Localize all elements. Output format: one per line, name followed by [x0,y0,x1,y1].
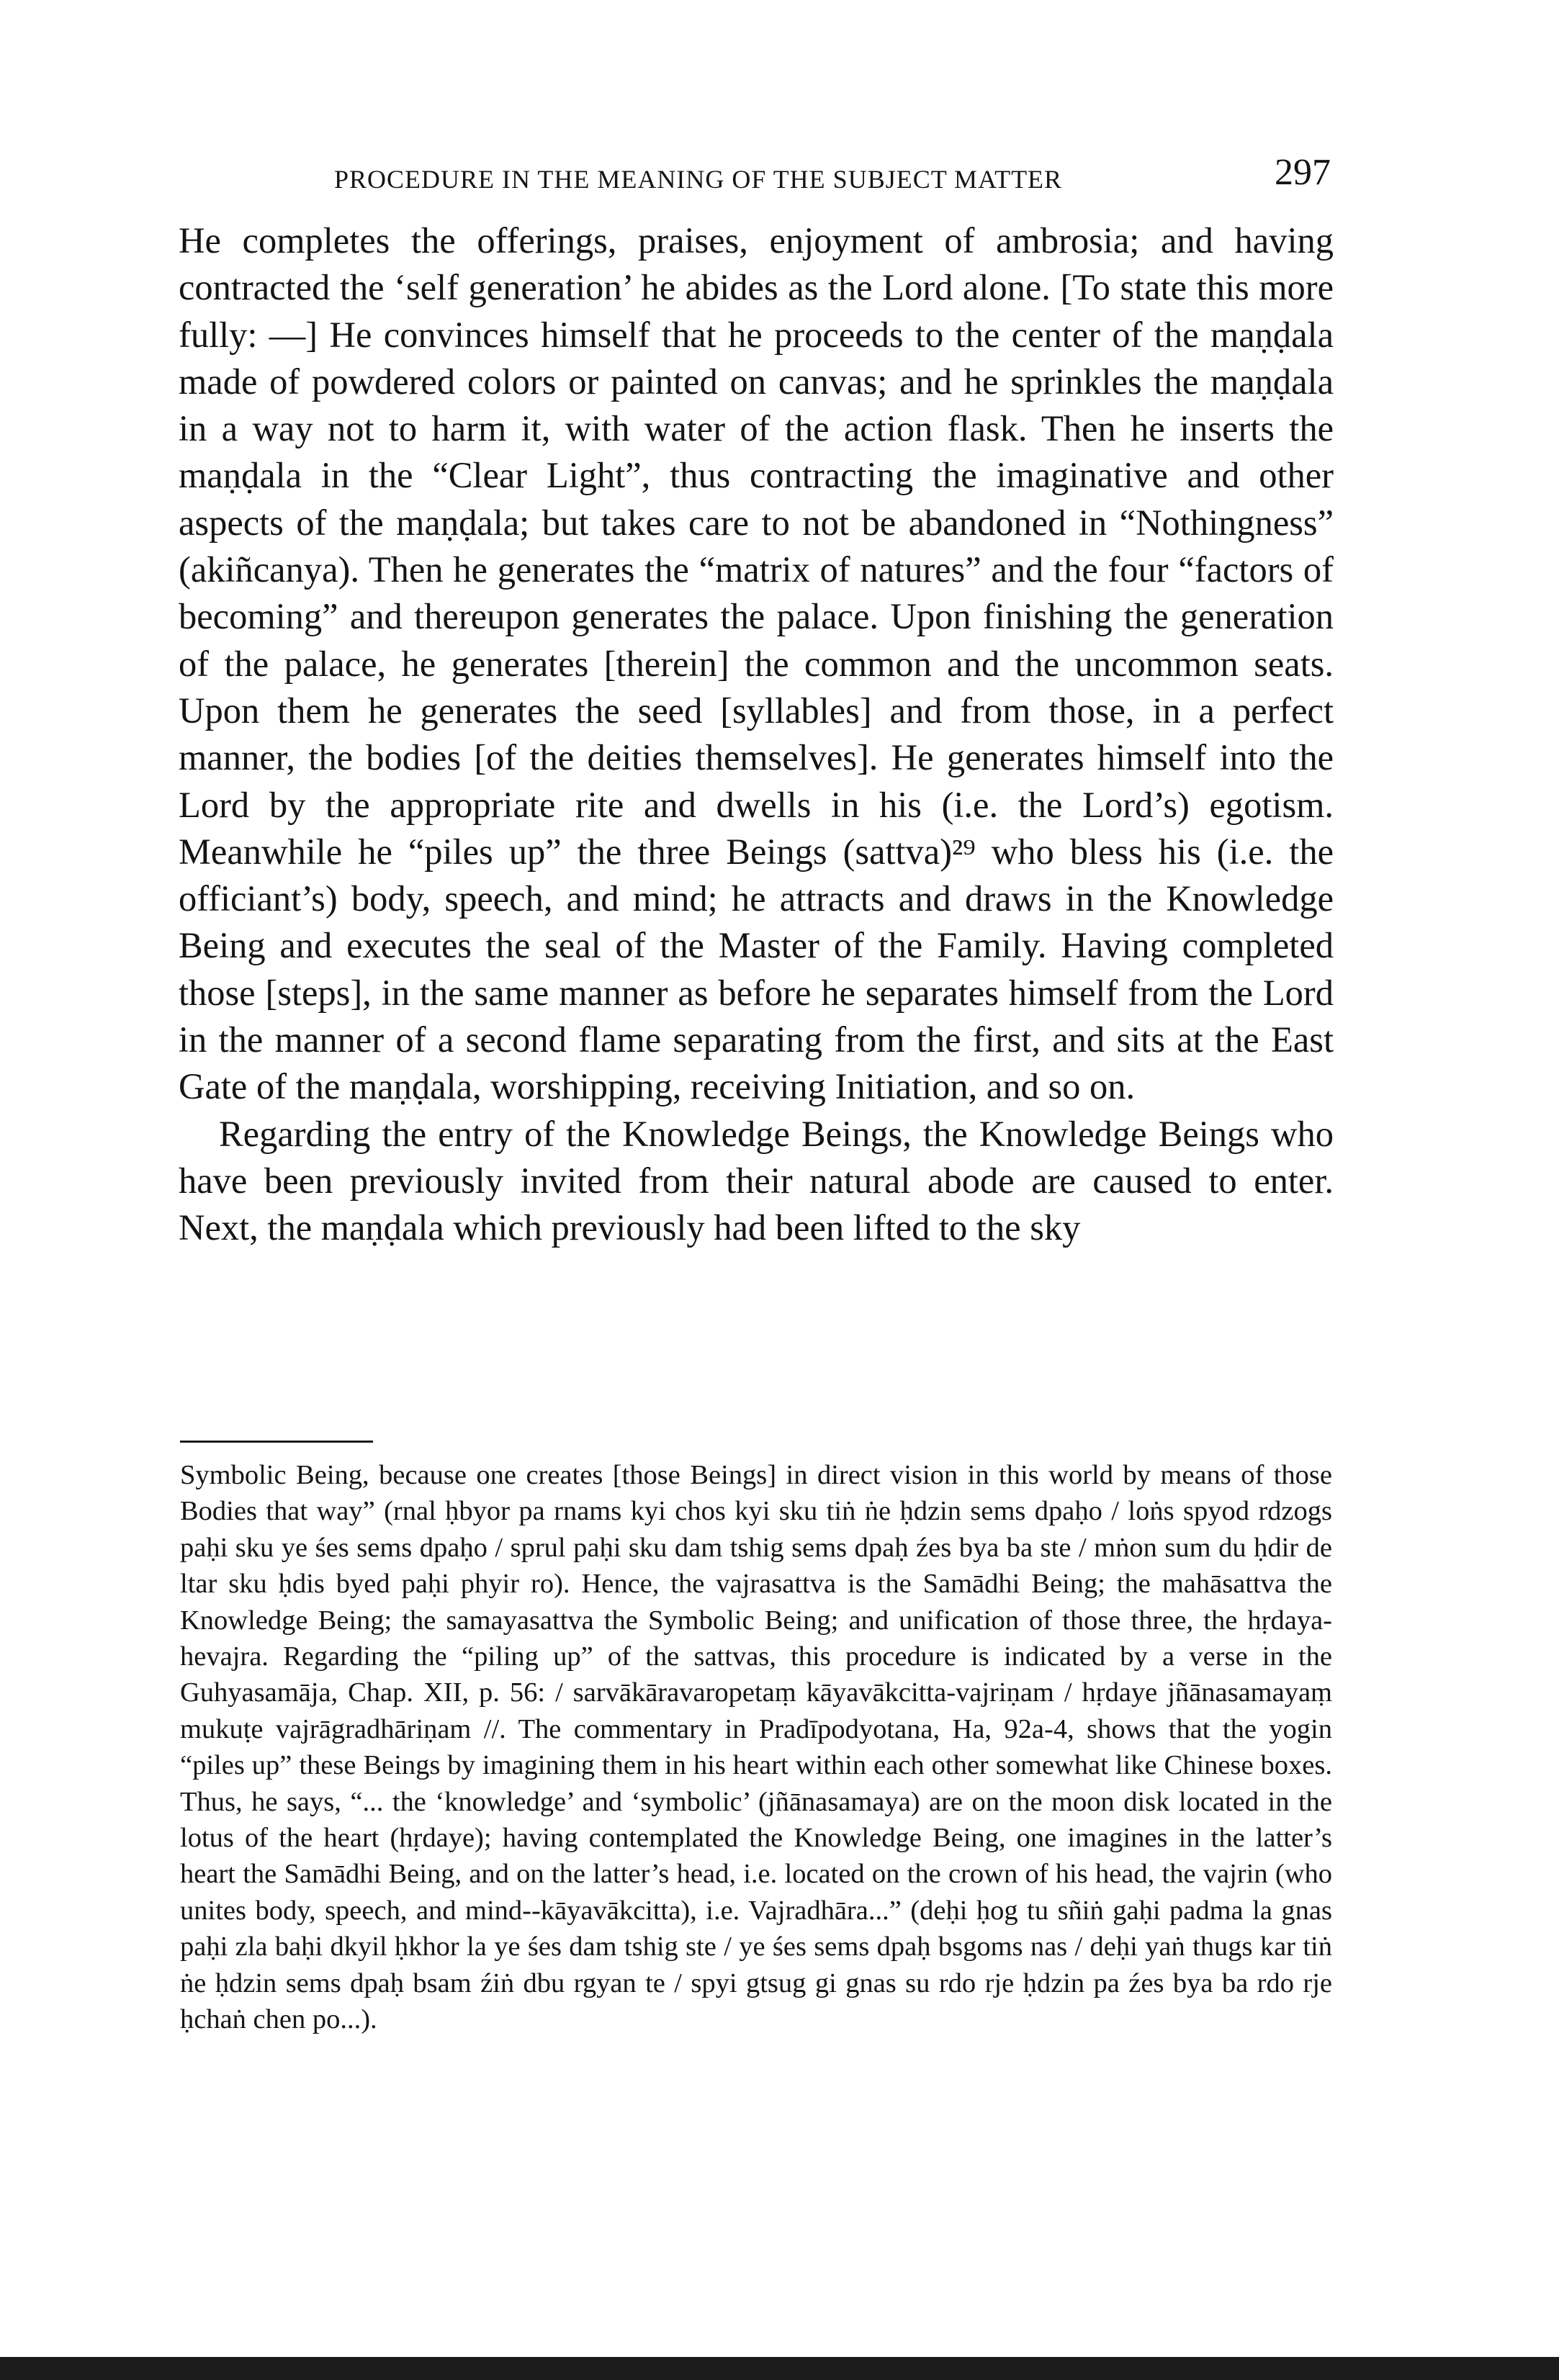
main-text [179,217,1334,1252]
running-head: PROCEDURE IN THE MEANING OF THE SUBJECT MATTER [334,165,1063,194]
page-number: 297 [1275,152,1331,193]
footnote [180,1457,1332,2038]
scan-bottom-edge [0,2357,1559,2380]
paragraph-1: He completes the offerings, praises, enjoyment of ambrosia; and having contracted the ‘self generation’ he abides as the Lord alone. [To state this more fully: —] He convinces himself that he proceeds to the center of the maṇḍala made of powdered colors or painted on canvas; and he sprinkles the maṇḍala in a way not to harm it, with water of the action flask. Then he inserts the maṇḍala in the “Clear Light”, thus contracting the imaginative and other aspects of the maṇḍala; but takes care to not be abandoned in “Nothingness” (akiñcanya). Then he generates the “matrix of natures” and the four “factors of becoming” and thereupon generates the palace. Upon finishing the generation of the palace, he generates [therein] the common and the uncommon seats. Upon them he generates the seed [syllables] and from those, in a perfect manner, the bodies [of the deities themselves]. He generates himself into the Lord by the appropriate rite and dwells in his (i.e. the Lord’s) egotism. Meanwhile he “piles up” the three Beings (sattva)²⁹ who bless his (i.e. the officiant’s) body, speech, and mind; he attracts and draws in the Knowledge Being and executes the seal of the Master of the Family. Having completed those [steps], in the same manner as before he separates himself from the Lord in the manner of a second flame separating from the first, and sits at the East Gate of the maṇḍala, worshipping, receiving Initiation, and so on. [179,220,1334,1107]
paragraph-2: Regarding the entry of the Knowledge Beings, the Knowledge Beings who have been previously invited from their natural abode are caused to enter. Next, the maṇḍala which previously had been lifted to the sky [179,1113,1334,1248]
page-header [179,151,1331,209]
footnote-divider [180,1441,373,1443]
footnote-text: Symbolic Being, because one creates [those Beings] in direct vision in this world by means of those Bodies that way” (rnal ḥbyor pa rnams kyi chos kyi sku tiṅ ṅe ḥdzin sems dpaḥo / loṅs spyod rdzogs paḥi sku ye śes sems dpaḥo / sprul paḥi sku dam tshig sems dpaḥ źes bya ba ste / mṅon sum du ḥdir de ltar sku ḥdis byed paḥi phyir ro). Hence, the vajrasattva is the Samādhi Being; the mahāsattva the Knowledge Being; the samayasattva the Symbolic Being; and unification of those three, the hṛdaya-hevajra. Regarding the “piling up” of the sattvas, this procedure is indicated by a verse in the Guhyasamāja, Chap. XII, p. 56: / sarvākāravaropetaṃ kāyavākcitta-vajriṇam / hṛdaye jñānasamayaṃ mukuṭe vajrāgradhāriṇam //. The commentary in Pradīpodyotana, Ha, 92a-4, shows that the yogin “piles up” these Beings by imagining them in his heart within each other somewhat like Chinese boxes. Thus, he says, “... the ‘knowledge’ and ‘symbolic’ (jñānasamaya) are on the moon disk located in the lotus of the heart (hṛdaye); having contemplated the Knowledge Being, one imagines in the latter’s heart the Samādhi Being, and on the latter’s head, i.e. located on the crown of his head, the vajrin (who unites body, speech, and mind--kāyavākcitta), i.e. Vajradhāra...” (deḥi ḥog tu sñiṅ gaḥi padma la gnas paḥi zla baḥi dkyil ḥkhor la ye śes dam tshig ste / ye śes sems dpaḥ bsgoms nas / deḥi yaṅ thugs kar tiṅ ṅe ḥdzin sems dpaḥ bsam źiṅ dbu rgyan te / spyi gtsug gi gnas su rdo rje ḥdzin pa źes bya ba rdo rje ḥchaṅ chen po...). [180,1460,1332,2035]
